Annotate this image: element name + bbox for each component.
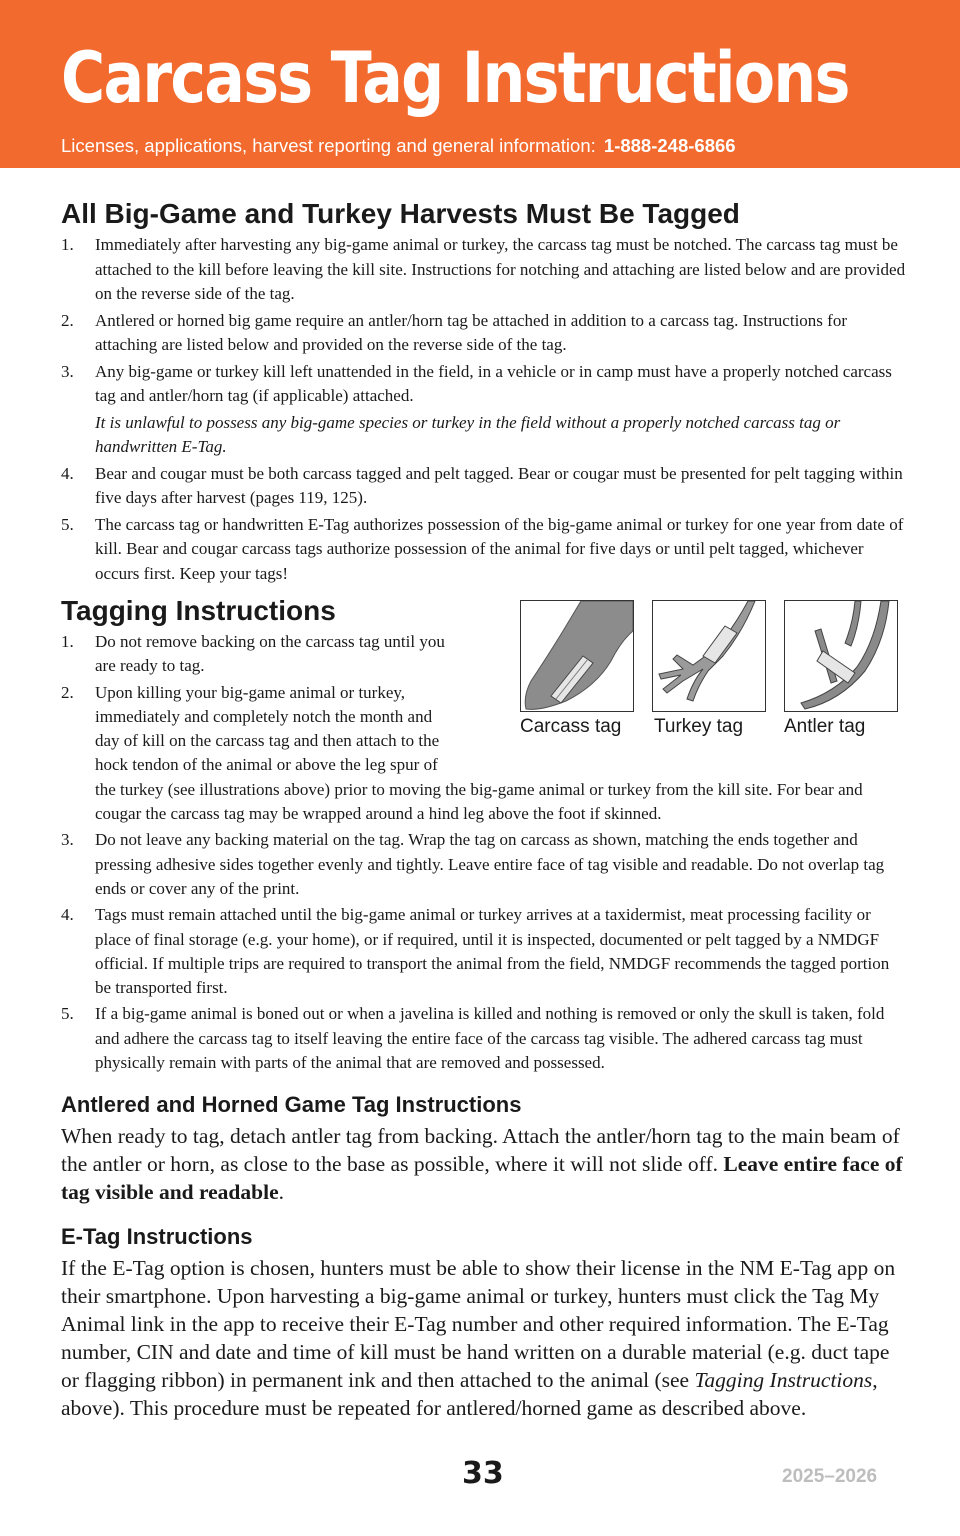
header-subtitle [61, 135, 736, 157]
list-item [61, 1002, 901, 1075]
item-number: 3. [61, 361, 74, 381]
item-text: Do not remove backing on the carcass tag until you are ready to tag. [95, 632, 445, 676]
item-text: Upon killing your big-game animal or turkey, immediately and completely notch the month and day of kill on the carcass tag and then attach to the hock tendon of the animal or above the leg spur of the turkey (see illustrations above) prior to moving the big-game animal or turkey from the kill site. For bear and cougar the carcass tag may be wrapped around a hind leg above the foot if skinned. [95, 682, 863, 824]
section-heading-etag: E-Tag Instructions [61, 1224, 253, 1249]
tagging-instructions-list [61, 630, 901, 1077]
list-item [61, 233, 911, 307]
page-number: 33 [462, 1456, 504, 1491]
item-number: 1. [61, 235, 74, 254]
item-number: 1. [61, 632, 74, 651]
antler-tag-paragraph [61, 1122, 911, 1206]
item-text: Do not leave any backing material on the tag. Wrap the tag on carcass as shown, matching the ends together and pressing adhesive sides together evenly and tightly. Leave entire face of tag visible and readable. Do not overlap tag ends or cover any of the print. [95, 830, 885, 898]
item-text: The carcass tag or handwritten E-Tag authorizes possession of the big-game animal or turkey for one year from date of kill. Bear and cougar carcass tags authorize possession of the animal for five days or until pelt tagged, whichever occurs first. Keep your tags! [95, 514, 904, 583]
antler-end: . [278, 1180, 284, 1204]
etag-text-after: , above). This procedure must be repeated for antlered/horned game as described above. [61, 1368, 878, 1420]
item-number: 3. [61, 830, 74, 850]
etag-italic: Tagging Instructions [694, 1368, 873, 1392]
item-text: Immediately after harvesting any big-game animal or turkey, the carcass tag must be notched. The carcass tag must be attached to the kill before leaving the kill site. Instructions for notching and attaching are listed below and are provided on the reverse side of the tag. [95, 235, 906, 303]
section-heading-antlered: Antlered and Horned Game Tag Instructions [61, 1092, 522, 1117]
etag-text: If the E-Tag option is chosen, hunters must be able to show their license in the NM E-Tag app on their smartphone. Upon harvesting a big-game animal or turkey, hunters must click the Tag My Animal link in the app to receive their E-Tag number and other required information. The E-Tag number, CIN and date and time of kill must be hand written on a durable material (e.g. duct tape or flagging ribbon) in permanent ink and then attached to the animal (see [61, 1256, 896, 1392]
edition-year: 2025–2026 [782, 1466, 878, 1487]
item-text: Tags must remain attached until the big-game animal or turkey arrives at a taxidermist, meat processing facility or place of final storage (e.g. your home), or if required, until it is inspected, documented or pelt tagged by a NMDGF official. If multiple trips are required to transport the animal from the field, NMDGF recommends the tagged portion be transported first. [95, 905, 890, 998]
item-text: Antlered or horned big game require an antler/horn tag be attached in addition to a carcass tag. Instructions for attaching are listed below and provided on the reverse side of the tag. [95, 310, 847, 354]
figure-caption: Carcass tag [520, 716, 622, 737]
list-item [61, 903, 901, 1000]
etag-paragraph [61, 1254, 911, 1422]
list-item [61, 681, 901, 827]
item-text: Bear and cougar must be both carcass tagged and pelt tagged. Bear or cougar must be presented for pelt tagging within five days after harvest (pages 119, 125). [95, 463, 903, 507]
harvest-rules-list [61, 233, 911, 588]
item-number: 2. [61, 682, 74, 702]
list-item [61, 630, 901, 679]
section-heading-all-big-game: All Big-Game and Turkey Harvests Must Be Tagged [61, 198, 740, 229]
item-number: 2. [61, 310, 74, 330]
antler-text: When ready to tag, detach antler tag from backing. Attach the antler/horn tag to the main beam of the antler or horn, as close to the base as possible, where it will not slide off. [61, 1124, 900, 1176]
item-number: 4. [61, 905, 74, 925]
item-text: Any big-game or turkey kill left unattended in the field, in a vehicle or in camp must have a properly notched carcass tag and antler/horn tag (if applicable) attached. [95, 361, 892, 405]
figure-caption: Antler tag [784, 716, 866, 737]
item-text: If a big-game animal is boned out or when a javelina is killed and nothing is removed or only the skull is taken, fold and adhere the carcass tag to itself leaving the entire face of the carcass tag visible. The adhered carcass tag must physically remain with parts of the animal that are removed and possessed. [95, 1004, 885, 1073]
figure-caption: Turkey tag [654, 716, 744, 737]
phone-number: 1-888-248-6866 [603, 135, 736, 156]
item-number: 4. [61, 463, 74, 483]
antler-bold-text: Leave entire face of tag visible and readable [61, 1152, 903, 1204]
list-item [61, 309, 911, 358]
page-title: Carcass Tag Instructions [61, 37, 849, 119]
list-item [61, 462, 911, 511]
subtitle-text: Licenses, applications, harvest reporting and general information: [61, 135, 596, 156]
header-banner [0, 0, 960, 168]
section-heading-tagging: Tagging Instructions [61, 595, 336, 626]
list-item [61, 360, 911, 460]
list-item [61, 828, 901, 901]
item-number: 5. [61, 1004, 74, 1024]
item-number: 5. [61, 514, 74, 534]
unlawful-note: It is unlawful to possess any big-game species or turkey in the field without a properly notched carcass tag or handwritten E-Tag. [95, 412, 841, 456]
list-item [61, 513, 911, 587]
